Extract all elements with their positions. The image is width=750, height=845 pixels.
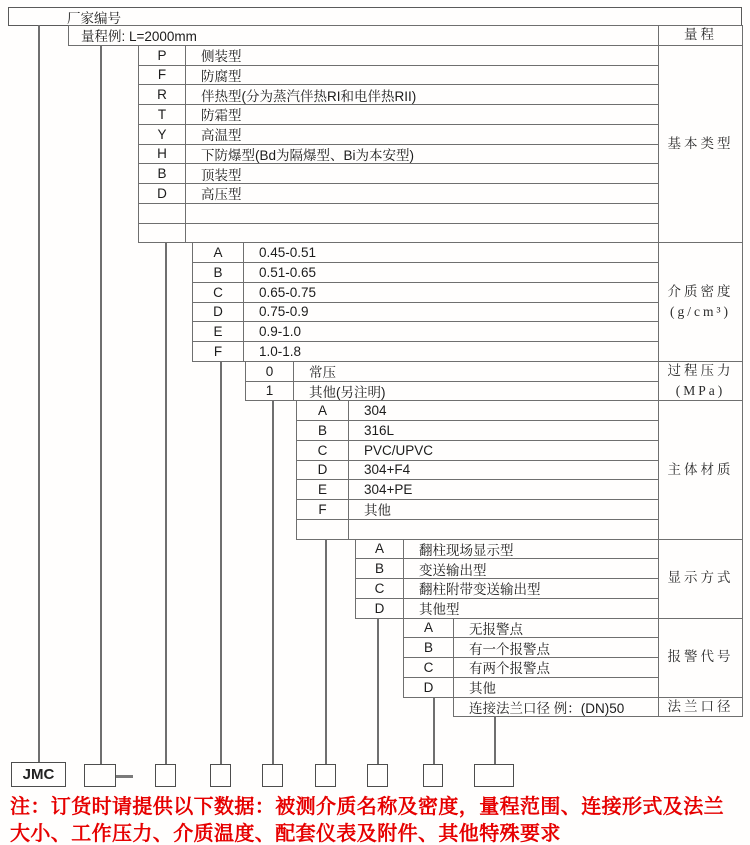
code-cell: B <box>404 638 454 657</box>
order-code-box <box>84 764 116 787</box>
code-cell: A <box>356 540 404 559</box>
section-category-label <box>658 400 743 539</box>
table-row <box>296 460 659 481</box>
code-cell: D <box>404 678 454 697</box>
order-code-box <box>210 764 231 787</box>
code-cell: F <box>297 500 349 519</box>
code-cell: D <box>193 303 244 322</box>
code-cell: C <box>193 283 244 302</box>
description-cell: 0.75-0.9 <box>259 304 309 320</box>
description-cell: 顶装型 <box>201 167 242 183</box>
table-row <box>245 361 659 382</box>
table-row <box>355 578 659 599</box>
code-cell <box>297 520 349 539</box>
section-label-line: 报警代号 <box>667 649 734 665</box>
table-row <box>296 420 659 441</box>
table-row <box>138 124 659 145</box>
section-category-label <box>658 45 743 244</box>
table-row <box>355 598 659 619</box>
code-cell: T <box>139 105 186 124</box>
code-cell <box>139 204 186 223</box>
description-cell: 防霜型 <box>201 108 242 124</box>
order-code-box <box>315 764 336 787</box>
range-category-label: 量程 <box>658 25 743 46</box>
code-cell: A <box>297 401 349 420</box>
section-category-label <box>658 618 743 698</box>
section-category-label <box>658 242 743 362</box>
table-row <box>355 558 659 579</box>
code-cell: D <box>356 599 404 618</box>
description-cell: 其他 <box>469 681 496 697</box>
code-cell: R <box>139 85 186 104</box>
code-cell: H <box>139 145 186 164</box>
table-row <box>296 519 659 540</box>
code-cell: F <box>139 66 186 85</box>
table-row <box>192 282 659 303</box>
code-cell: D <box>297 461 349 480</box>
description-cell: 防腐型 <box>201 68 242 84</box>
description-cell: 有一个报警点 <box>469 641 550 657</box>
table-row <box>453 697 659 718</box>
description-cell: 常压 <box>309 365 336 381</box>
code-cell: C <box>297 441 349 460</box>
table-row <box>192 302 659 323</box>
code-cell: A <box>193 243 244 262</box>
code-cell: P <box>139 46 186 65</box>
order-code-box <box>262 764 283 787</box>
description-cell: 连接法兰口径 例：(DN)50 <box>469 700 625 716</box>
table-row <box>192 341 659 362</box>
table-row <box>138 104 659 125</box>
table-row <box>296 440 659 461</box>
table-row <box>138 65 659 86</box>
description-cell: 翻柱现场显示型 <box>419 542 514 558</box>
section-label-line: (g/cm³) <box>669 304 732 319</box>
factory-code-row <box>8 7 742 26</box>
table-row <box>192 321 659 342</box>
note-line-2: 大小、工作压力、介质温度、配套仪表及附件、其他特殊要求 <box>10 823 561 845</box>
order-code-box <box>155 764 176 787</box>
description-cell: 316L <box>364 422 395 438</box>
description-cell: 0.65-0.75 <box>259 284 317 300</box>
table-row <box>245 381 659 402</box>
dash-separator <box>116 775 133 778</box>
description-cell <box>186 224 659 243</box>
code-cell <box>139 224 186 243</box>
description-cell: PVC/UPVC <box>364 442 434 458</box>
description-cell: 其他型 <box>419 602 460 618</box>
code-cell: B <box>297 421 349 440</box>
table-row <box>138 144 659 165</box>
table-row <box>403 677 659 698</box>
description-cell: 有两个报警点 <box>469 661 550 677</box>
description-cell: 伴热型(分为蒸汽伴热RI和电伴热RII) <box>201 88 417 104</box>
connector-line <box>377 618 379 766</box>
connector-line <box>100 45 102 765</box>
description-cell: 变送输出型 <box>419 562 487 578</box>
description-cell <box>349 520 659 539</box>
description-cell: 翻柱附带变送输出型 <box>419 582 541 598</box>
description-cell: 0.51-0.65 <box>259 264 317 280</box>
code-cell: F <box>193 342 244 361</box>
description-cell: 0.45-0.51 <box>259 245 317 261</box>
code-cell: 1 <box>246 382 294 401</box>
description-cell: 无报警点 <box>469 621 523 637</box>
description-cell: 下防爆型(Bd为隔爆型、Bi为本安型) <box>201 147 415 163</box>
section-category-label <box>658 539 743 619</box>
model-prefix-box <box>11 762 66 787</box>
code-cell: A <box>404 619 454 638</box>
table-row <box>192 262 659 283</box>
code-cell: B <box>193 263 244 282</box>
table-row <box>138 84 659 105</box>
section-category-label <box>658 697 743 718</box>
range-example-row <box>68 25 659 46</box>
connector-line <box>272 400 274 765</box>
code-cell: B <box>356 559 404 578</box>
range-example-text: 量程例: L=2000mm <box>81 29 197 45</box>
code-cell: C <box>404 658 454 677</box>
description-cell: 其他(另注明) <box>309 384 386 400</box>
connector-line <box>325 539 327 766</box>
section-label-line: 介质密度 <box>667 283 734 299</box>
order-note <box>10 794 746 845</box>
table-row <box>138 163 659 184</box>
table-row <box>296 400 659 421</box>
code-cell: 0 <box>246 362 294 381</box>
description-cell <box>186 204 659 223</box>
connector-line <box>38 25 40 762</box>
section-label-line: (MPa) <box>675 383 726 398</box>
description-cell: 侧装型 <box>201 49 242 65</box>
code-cell: B <box>139 164 186 183</box>
connector-line <box>220 361 222 765</box>
table-row <box>138 223 659 244</box>
code-cell: E <box>193 322 244 341</box>
table-row <box>296 479 659 500</box>
connector-line <box>433 697 435 766</box>
code-cell: C <box>356 579 404 598</box>
code-cell: E <box>297 480 349 499</box>
order-code-box <box>474 764 514 787</box>
table-row <box>138 45 659 66</box>
connector-line <box>165 242 167 765</box>
section-label-line: 显示方式 <box>667 570 734 586</box>
code-cell: Y <box>139 125 186 144</box>
order-code-box <box>367 764 388 787</box>
description-cell: 304+F4 <box>364 462 411 478</box>
table-row <box>138 203 659 224</box>
section-category-label <box>658 361 743 402</box>
factory-code-label: 厂家编号 <box>67 10 121 26</box>
description-cell: 0.9-1.0 <box>259 324 302 340</box>
section-label-line: 过程压力 <box>667 362 734 378</box>
order-code-box <box>423 764 443 787</box>
section-label-line: 基本类型 <box>667 135 734 151</box>
description-cell: 304 <box>364 403 387 419</box>
table-row <box>192 242 659 263</box>
description-cell: 高温型 <box>201 128 242 144</box>
description-cell: 304+PE <box>364 482 413 498</box>
table-row <box>403 637 659 658</box>
description-cell: 高压型 <box>201 187 242 203</box>
section-label-line: 主体材质 <box>667 461 734 477</box>
table-row <box>296 499 659 520</box>
note-line-1: 注：订货时请提供以下数据：被测介质名称及密度，量程范围、连接形式及法兰 <box>10 796 724 818</box>
table-row <box>403 618 659 639</box>
section-label-line: 法兰口径 <box>667 698 734 714</box>
table-row <box>403 657 659 678</box>
table-row <box>138 183 659 204</box>
description-cell: 其他 <box>364 503 391 519</box>
table-row <box>355 539 659 560</box>
description-cell: 1.0-1.8 <box>259 343 302 359</box>
connector-line <box>494 716 496 765</box>
code-cell: D <box>139 184 186 203</box>
model-prefix-label: JMC <box>22 766 55 783</box>
